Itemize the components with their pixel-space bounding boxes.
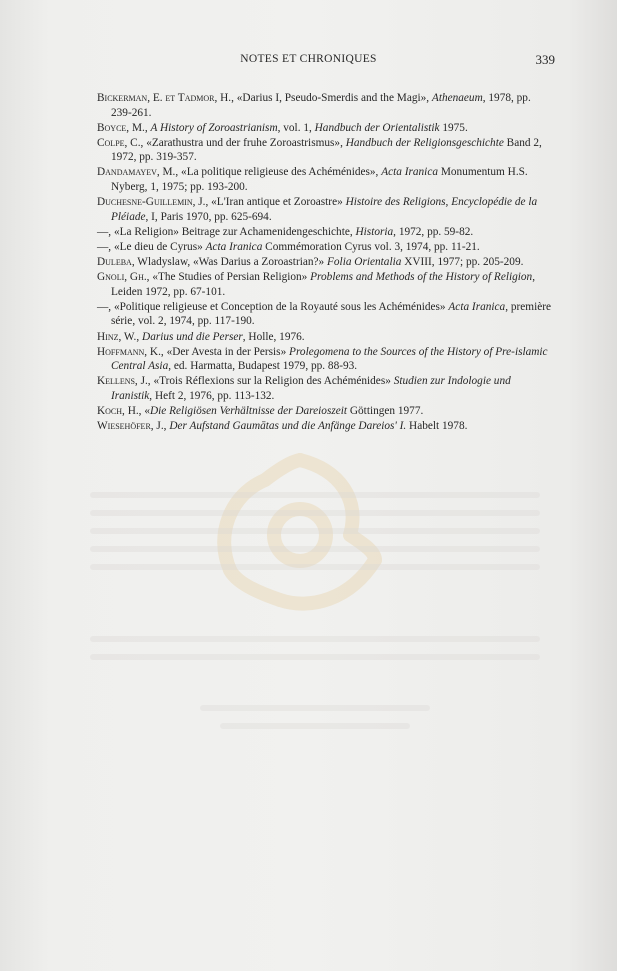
entry-text: «La Religion» Beitrage zur Achamenidengeschichte, <box>111 225 356 238</box>
entry-title: Problems and Methods of the History of Religion <box>310 271 533 284</box>
entry-title: Histoire des Religions, Encyclopédie de la Pléiade <box>111 196 538 223</box>
entry-author: Duchesne-Guillemin, J., <box>97 196 209 209</box>
bibliography-entry <box>97 225 552 240</box>
entry-title: Folia Orientalia <box>327 256 402 269</box>
entry-author: Kellens, J., <box>97 375 151 388</box>
entry-text: «Darius I, Pseudo-Smerdis and the Magi», <box>233 92 432 104</box>
bleedthrough-line <box>200 705 430 711</box>
entry-author: —, <box>97 225 112 238</box>
bleedthrough-line <box>220 723 410 729</box>
bibliography-entry <box>97 330 552 345</box>
bleedthrough-line <box>90 654 540 660</box>
bibliography-entry <box>97 374 552 403</box>
entry-text: «L'Iran antique et Zoroastre» <box>208 196 346 209</box>
entry-title: Acta Iranica <box>205 240 263 253</box>
entry-text: « <box>141 404 150 417</box>
bibliography-entry <box>97 91 552 120</box>
entry-details: , I, Paris 1970, pp. 625-694. <box>145 210 272 223</box>
entry-details: Göttingen 1977. <box>347 404 424 417</box>
bibliography-entry <box>97 300 552 329</box>
entry-text: «The Studies of Persian Religion» <box>149 271 311 284</box>
entry-author: —, <box>97 240 112 253</box>
entry-author: Dandamayev, M., <box>97 166 179 179</box>
bleedthrough-line <box>90 546 540 552</box>
entry-author: Colpe, C., <box>97 136 144 149</box>
entry-title: Handbuch der Religionsgeschichte <box>345 136 504 149</box>
bibliography-entry <box>97 136 552 165</box>
running-head: NOTES ET CHRONIQUES <box>240 53 377 65</box>
entry-series-title: Handbuch der Orientalistik <box>314 121 440 134</box>
entry-author: —, <box>97 300 112 313</box>
bleedthrough-line <box>90 528 540 534</box>
entry-author: Boyce, M., <box>97 121 148 134</box>
entry-title: Die Religiösen Verhältnisse der Dareioszeit <box>150 404 348 417</box>
entry-details: XVIII, 1977; pp. 205-209. <box>401 256 524 269</box>
bibliography-entry <box>97 345 552 374</box>
entry-text: «Trois Réflexions sur la Religion des Achéménides» <box>150 375 394 388</box>
entry-text: «Le dieu de Cyrus» <box>111 240 206 253</box>
entry-title: Darius und die Perser <box>142 330 243 343</box>
bleedthrough-line <box>90 492 540 498</box>
entry-title: A History of Zoroastrianism <box>150 121 278 134</box>
bibliography-entry <box>97 240 552 255</box>
entry-author: Bickerman, E. et Tadmor, H., <box>97 92 234 104</box>
entry-title: Historia <box>355 225 394 238</box>
entry-text: «Der Avesta in der Persis» <box>163 345 290 358</box>
entry-details: , 1972, pp. 59-82. <box>393 225 474 238</box>
entry-details: Monumentum H.S. Nyberg, 1, 1975; pp. 193-200. <box>111 166 528 194</box>
entry-text: «Zarathustra und der fruhe Zoroastrismus», <box>143 136 346 149</box>
bleedthrough-line <box>90 564 540 570</box>
page-number: 339 <box>535 52 555 67</box>
entry-details: , Holle, 1976. <box>242 330 305 343</box>
entry-details: , Heft 2, 1976, pp. 113-132. <box>149 389 275 402</box>
entry-details: , vol. 1, <box>277 121 315 134</box>
entry-year: 1975. <box>439 121 468 134</box>
entry-title: Der Aufstand Gaumātas und die Anfänge Dareios' I. <box>169 420 407 433</box>
bleedthrough-line <box>90 510 540 516</box>
entry-details: , 1978, pp. 239-261. <box>111 92 531 119</box>
entry-author: Koch, H., <box>97 404 142 417</box>
page-header <box>0 52 617 72</box>
bibliography-entry <box>97 255 552 270</box>
bibliography-entry <box>97 121 552 136</box>
entry-title: Prolegomena to the Sources of the History of Pre-islamic Central Asia <box>111 345 548 373</box>
watermark-seal-icon <box>190 440 410 630</box>
bibliography-entry <box>97 404 552 419</box>
entry-author: Wiesehöfer, J., <box>97 420 167 433</box>
bibliography-entry <box>97 165 552 194</box>
entry-text: «La politique religieuse des Achéménides», <box>178 166 382 179</box>
bibliography-list <box>97 91 552 434</box>
entry-author: Duleba, <box>97 256 135 269</box>
entry-author: Hoffmann, K., <box>97 345 164 358</box>
entry-details: , Leiden 1972, pp. 67-101. <box>111 271 536 298</box>
entry-title: Athenaeum <box>431 92 483 104</box>
entry-text: «Politique religieuse et Conception de la Royauté sous les Achéménides» <box>111 300 449 313</box>
entry-title: Studien zur Indologie und Iranistik <box>111 375 511 402</box>
entry-details: Band 2, 1972, pp. 319-357. <box>111 136 542 164</box>
entry-details: , première série, vol. 2, 1974, pp. 117-190. <box>111 300 551 328</box>
entry-title: Acta Iranica <box>381 166 438 179</box>
entry-author: Gnoli, Gh., <box>97 271 150 284</box>
entry-details: Habelt 1978. <box>406 420 468 433</box>
bleedthrough-line <box>90 636 540 642</box>
entry-title: Acta Iranica <box>448 300 506 313</box>
bibliography-entry <box>97 419 552 434</box>
entry-details: Commémoration Cyrus vol. 3, 1974, pp. 11-21. <box>262 240 480 253</box>
bibliography-entry <box>97 270 552 299</box>
entry-text: Wladyslaw, «Was Darius a Zoroastrian?» <box>134 256 327 269</box>
bibliography-entry <box>97 195 552 224</box>
entry-author: Hinz, W., <box>97 330 140 343</box>
entry-details: , ed. Harmatta, Budapest 1979, pp. 88-93. <box>168 360 358 373</box>
